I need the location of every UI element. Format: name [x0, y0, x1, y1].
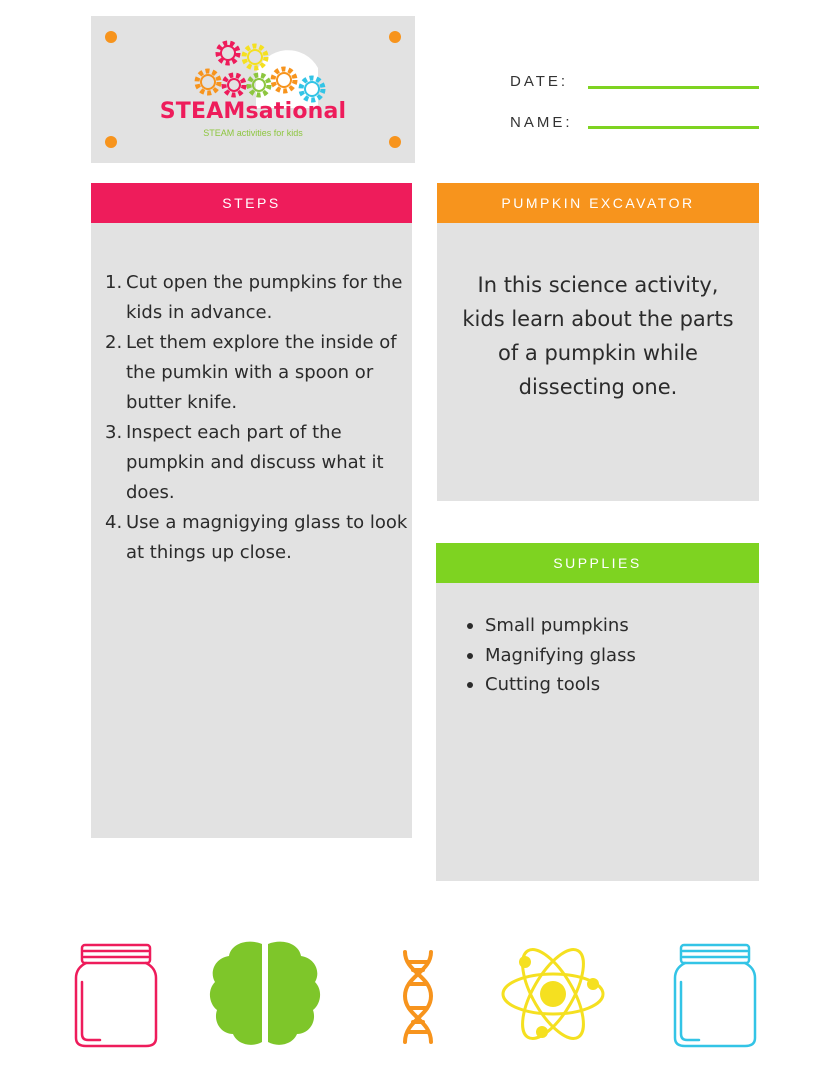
excavator-header: PUMPKIN EXCAVATOR — [437, 183, 759, 223]
atom-icon — [500, 938, 606, 1042]
supplies-card — [436, 543, 759, 881]
steps-header: STEPS — [91, 183, 412, 223]
dna-icon — [399, 950, 437, 1044]
list-item: 3. Inspect each part of the pumpkin and discuss what it does. — [105, 422, 384, 503]
list-item: Cutting tools — [465, 670, 636, 700]
corner-dot — [105, 31, 117, 43]
supplies-list — [465, 611, 636, 700]
logo-card — [91, 16, 415, 163]
list-item: Magnifying glass — [465, 641, 636, 671]
corner-dot — [389, 31, 401, 43]
steps-card — [91, 183, 412, 838]
gears-logo-icon — [136, 38, 376, 108]
list-item: Small pumpkins — [465, 611, 636, 641]
jar-icon — [671, 942, 759, 1050]
steps-list — [91, 268, 411, 568]
excavator-card — [437, 183, 759, 501]
name-label: NAME: — [510, 114, 573, 131]
date-line[interactable] — [588, 86, 759, 89]
list-item: 1. Cut open the pumpkins for the kids in advance. — [105, 272, 403, 323]
jar-icon — [72, 942, 160, 1050]
name-line[interactable] — [588, 126, 759, 129]
date-label: DATE: — [510, 73, 569, 90]
supplies-header: SUPPLIES — [436, 543, 759, 583]
brand-tagline: STEAM activities for kids — [203, 128, 303, 138]
excavator-description: In this science activity, kids learn about the parts of a pumpkin while dissecting one. — [462, 273, 734, 399]
brain-icon — [207, 938, 323, 1050]
brand-title: STEAMsational — [159, 99, 347, 124]
list-item: 4. Use a magnigying glass to look at things up close. — [105, 512, 408, 563]
list-item: 2. Let them explore the inside of the pumkin with a spoon or butter knife. — [105, 332, 397, 413]
